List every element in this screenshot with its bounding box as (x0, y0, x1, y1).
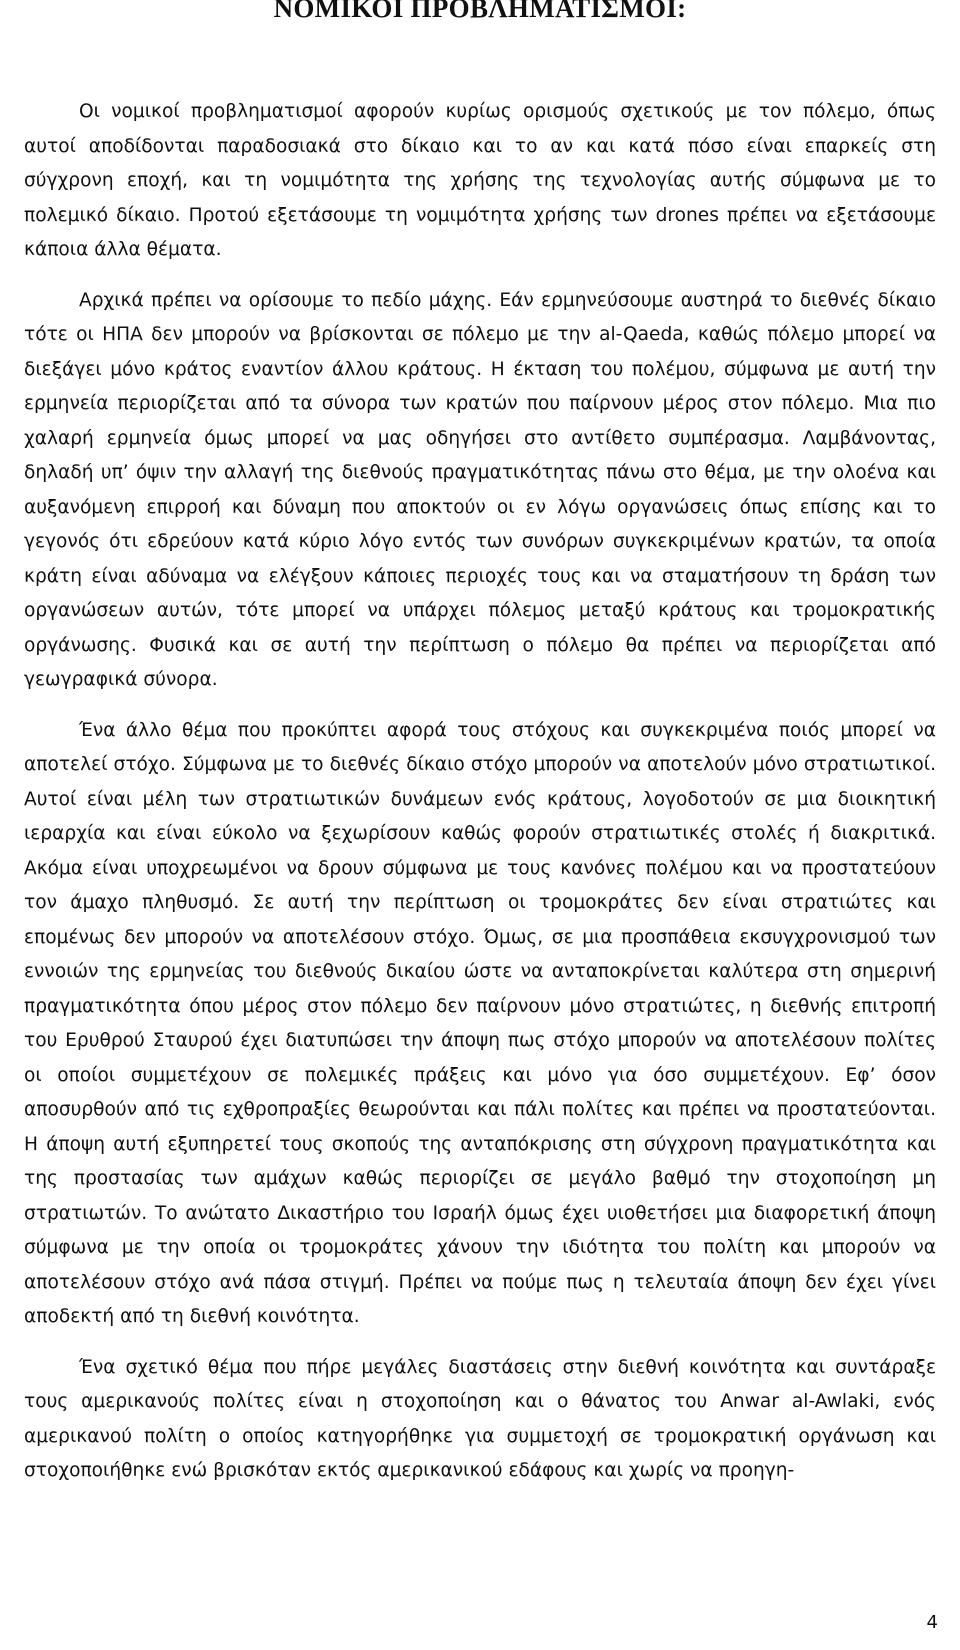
document-body (24, 95, 936, 1489)
paragraph-4: Ένα σχετικό θέμα που πήρε μεγάλες διαστάσεις στην διεθνή κοινότητα και συντάραξε τους αμερικανούς πολίτες είναι η στοχοποίηση και ο θάνατος του Anwar al-Awlaki, ενός αμερικανού πολίτη ο οποίος κατηγορήθηκε για συμμετοχή σε τρομοκρατική οργάνωση και στοχοποιήθηκε ενώ βρισκόταν εκτός αμερικανικού εδάφους και χωρίς να προηγη- (24, 1356, 936, 1481)
page-title: ΝΟΜΙΚΟΙ ΠΡΟΒΛΗΜΑΤΙΣΜΟΙ: (273, 0, 687, 23)
paragraph-2: Αρχικά πρέπει να ορίσουμε το πεδίο μάχης. Εάν ερμηνεύσουμε αυστηρά το διεθνές δίκαιο τότε οι ΗΠΑ δεν μπορούν να βρίσκονται σε πόλεμο με την al-Qaeda, καθώς πόλεμο μπορεί να διεξάγει μόνο κράτος εναντίον άλλου κράτους. Η έκταση του πολέμου, σύμφωνα με αυτή την ερμηνεία περιορίζεται από τα σύνορα των κρατών που παίρνουν μέρος στον πόλεμο. Μια πιο χαλαρή ερμηνεία όμως μπορεί να μας οδηγήσει στο αντίθετο συμπέρασμα. Λαμβάνοντας, δηλαδή υπ’ όψιν την αλλαγή της διεθνούς πραγματικότητας πάνω στο θέμα, με την ολοένα και αυξανόμενη επιρροή και δύναμη που αποκτούν οι εν λόγω οργανώσεις όπως επίσης και το γεγονός ότι εδρεύουν κατά κύριο λόγο εντός των συνόρων συγκεκριμένων κρατών, τα οποία κράτη είναι αδύναμα να ελέγξουν κάποιες περιοχές τους και να σταματήσουν τη δράση των οργανώσεων αυτών, τότε μπορεί να υπάρχει πόλεμος μεταξύ κράτους και τρομοκρατικής οργάνωσης. Φυσικά και σε αυτή την περίπτωση ο πόλεμο θα πρέπει να περιορίζεται από γεωγραφικά σύνορα. (24, 289, 936, 690)
paragraph-1: Οι νομικοί προβληματισμοί αφορούν κυρίως ορισμούς σχετικούς με τον πόλεμο, όπως αυτοί αποδίδονται παραδοσιακά στο δίκαιο και το αν και κατά πόσο είναι επαρκείς στη σύγχρονη εποχή, και τη νομιμότητα της χρήσης της τεχνολογίας αυτής σύμφωνα με το πολεμικό δίκαιο. Προτού εξετάσουμε τη νομιμότητα χρήσης των drones πρέπει να εξετάσουμε κάποια άλλα θέματα. (24, 101, 936, 260)
paragraph-3: Ένα άλλο θέμα που προκύπτει αφορά τους στόχους και συγκεκριμένα ποιός μπορεί να αποτελεί στόχο. Σύμφωνα με το διεθνές δίκαιο στόχο μπορούν να αποτελούν μόνο στρατιωτικοί. Αυτοί είναι μέλη των στρατιωτικών δυνάμεων ενός κράτους, λογοδοτούν σε μια διοικητική ιεραρχία και είναι εύκολο να ξεχωρίσουν καθώς φορούν στρατιωτικές στολές ή διακριτικά. Ακόμα είναι υποχρεωμένοι να δρουν σύμφωνα με τους κανόνες πολέμου και να προστατεύουν τον άμαχο πληθυσμό. Σε αυτή την περίπτωση οι τρομοκράτες δεν είναι στρατιώτες και επομένως δεν μπορούν να αποτελέσουν στόχο. Όμως, σε μια προσπάθεια εκσυγχρονισμού των εννοιών της ερμηνείας του διεθνούς δικαίου ώστε να ανταποκρίνεται καλύτερα στη σημερινή πραγματικότητα όπου μέρος στον πόλεμο δεν παίρνουν μόνο στρατιώτες, η διεθνής επιτροπή του Ερυθρού Σταυρού έχει διατυπώσει την άποψη πως στόχο μπορούν να αποτελέσουν πολίτες οι οποίοι συμμετέχουν σε πολεμικές πράξεις και μόνο για όσο συμμετέχουν. Εφ’ όσον αποσυρθούν από τις εχθροπραξίες θεωρούνται και πάλι πολίτες και πρέπει να προστατεύονται. Η άποψη αυτή εξυπηρετεί τους σκοπούς της ανταπόκρισης στη σύγχρονη πραγματικότητα και της προστασίας των αμάχων καθώς περιορίζει σε μεγάλο βαθμό την στοχοποίηση μη στρατιωτών. Το ανώτατο Δικαστήριο του Ισραήλ όμως έχει υιοθετήσει μια διαφορετική άποψη σύμφωνα με την οποία οι τρομοκράτες χάνουν την ιδιότητα του πολίτη και μπορούν να αποτελέσουν στόχο ανά πάσα στιγμή. Πρέπει να πούμε πως η τελευταία άποψη δεν έχει γίνει αποδεκτή από τη διεθνή κοινότητα. (24, 719, 936, 1327)
page-number: 4 (926, 1612, 938, 1633)
